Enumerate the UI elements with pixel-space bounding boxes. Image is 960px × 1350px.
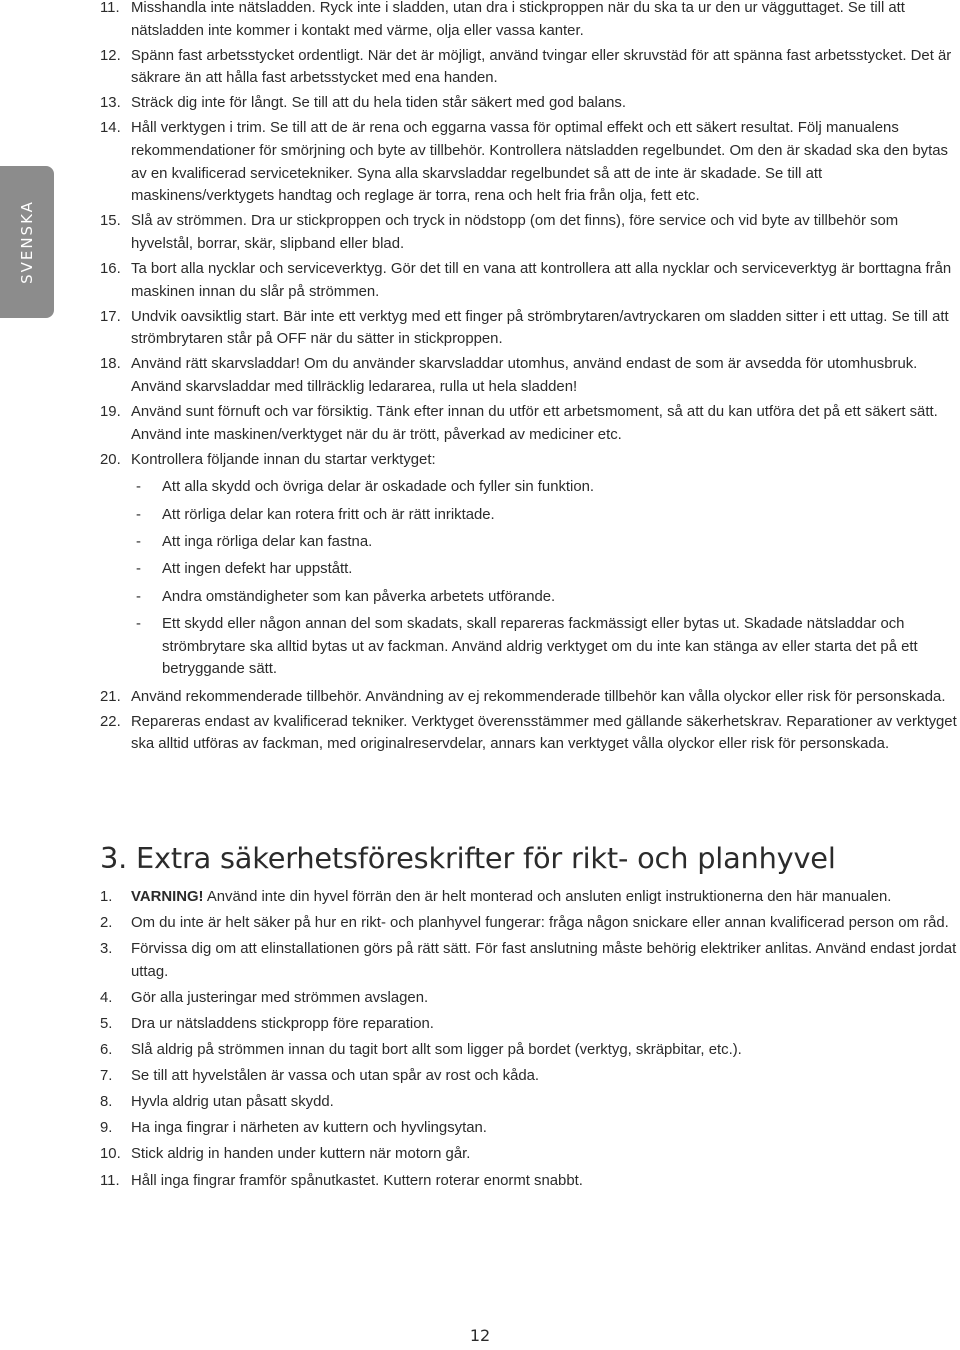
- list-item: 11. Håll inga fingrar framför spånutkastet. Kuttern roterar enormt snabbt.: [100, 1172, 583, 1189]
- warning-label: VARNING!: [131, 889, 204, 905]
- list-item: 17. Undvik oavsiktlig start. Bär inte ett verktyg med ett finger på strömbrytaren/avtryckaren om sladden sitter i ett uttag. Se till att strömbrytaren står på OFF när du sätter in stickproppen.: [100, 308, 949, 348]
- list-item: 10. Stick aldrig in handen under kuttern när motorn går.: [100, 1146, 471, 1163]
- checklist-item: - Att alla skydd och övriga delar är oskadade och fyller sin funktion.: [136, 479, 595, 496]
- list-item: 13. Sträck dig inte för långt. Se till att du hela tiden står säkert med god balans.: [100, 95, 626, 112]
- list-item: 9. Ha inga fingrar i närheten av kuttern och hyvlingsytan.: [100, 1120, 487, 1137]
- list-item: 4. Gör alla justeringar med strömmen avslagen.: [100, 989, 429, 1006]
- list-item: 20. Kontrollera följande innan du startar verktyget: - Att alla skydd och övriga delar är oskadade och fyller sin funktion. - Att rörliga delar kan rotera fritt och är rätt inriktade. - Att inga rörliga delar kan fastna. - Att ingen defekt har uppstått. - Andra omständigheter som kan påverka arbetets utförande. - Ett skydd eller någon annan del som skadats, skall repareras fackmässigt eller bytas ut. Skadade nätsladdar och strömbrytare ska alltid bytas ut av fackman. Använd aldrig verktyget om du inte kan stänga av eller starta det på ett betryggande sätt.: [100, 449, 960, 681]
- section-title: 3. Extra säkerhetsföreskrifter för rikt- och planhyvel: [100, 841, 836, 875]
- page-number: 12: [469, 1326, 491, 1345]
- safety-list-planer: [100, 886, 960, 1196]
- list-item: 15. Slå av strömmen. Dra ur stickproppen och tryck in nödstopp (om det finns), före service och vid byte av tillbehör som hyvelstål, borrar, skär, slipband eller blad.: [100, 213, 899, 252]
- list-item: 22. Repareras endast av kvalificerad tekniker. Verktyget överensstämmer med gällande säkerhetskrav. Reparationer av verktyget ska alltid utföras av fackman, med originalreservdelar, annars kan verktyget vålla olyckor eller risk för personskada.: [100, 713, 957, 753]
- list-item: 14. Håll verktygen i trim. Se till att de är rena och eggarna vassa för optimal effekt och ett säkert resultat. Följ manualens rekommendationer för smörjning och byte av tillbehör. Kontrollera nätsladden regelbundet. Om den är skadad ska den bytas av en kvalificerad servicetekniker. Syna alla skarvsladdar regelbundet så att de inte är skadade. Se till att maskinens/verktygets handtag och reglage är torra, rena och helt fria från olja, fett etc.: [100, 120, 948, 205]
- list-item: 19. Använd sunt förnuft och var försiktig. Tänk efter innan du utför ett arbetsmoment, så att du kan utföra det på ett säkert sätt. Använd inte maskinen/verktyget när du är trött, påverkad av mediciner etc.: [100, 404, 938, 443]
- list-item: 8. Hyvla aldrig utan påsatt skydd.: [100, 1094, 334, 1111]
- list-item: 2. Om du inte är helt säker på hur en rikt- och planhyvel fungerar: fråga någon snickare eller annan kvalificerad person om råd.: [100, 915, 949, 932]
- list-item: 21. Använd rekommenderade tillbehör. Användning av ej rekommenderade tillbehör kan vålla olyckor eller risk för personskada.: [100, 688, 946, 705]
- checklist: [131, 476, 960, 681]
- list-item: 7. Se till att hyvelstålen är vassa och utan spår av rost och kåda.: [100, 1068, 540, 1085]
- checklist-item: - Att inga rörliga delar kan fastna.: [136, 533, 373, 550]
- list-item: 18. Använd rätt skarvsladdar! Om du använder skarvsladdar utomhus, använd endast de som är avsedda för utomhusbruk. Använd skarvsladdar med tillräcklig ledararea, rulla ut hela sladden!: [100, 356, 918, 395]
- list-item: 11. Misshandla inte nätsladden. Ryck inte i sladden, utan dra i stickproppen när du ska ta ur den ur vägguttaget. Se till att nätsladden inte kommer i kontakt med värme, olja eller vassa kanter.: [100, 0, 905, 39]
- language-tab-label: SVENSKA: [18, 200, 36, 284]
- checklist-item: - Att rörliga delar kan rotera fritt och är rätt inriktade.: [136, 506, 495, 523]
- checklist-item: - Att ingen defekt har uppstått.: [136, 561, 353, 578]
- safety-list-general: [100, 0, 960, 758]
- list-item: 12. Spänn fast arbetsstycket ordentligt. När det är möjligt, använd tvingar eller skruvstäd för att spänna fast arbetsstycket. Det är säkrare än att hålla fast arbetsstycket med ena handen.: [100, 47, 952, 87]
- list-item: 3. Förvissa dig om att elinstallationen görs på rätt sätt. För fast anslutning måste behörig elektriker anlitas. Använd endast jordat uttag.: [100, 941, 957, 980]
- list-item: 6. Slå aldrig på strömmen innan du tagit bort allt som ligger på bordet (verktyg, skräpbitar, etc.).: [100, 1042, 742, 1059]
- language-tab: [0, 166, 54, 318]
- checklist-item: - Ett skydd eller någon annan del som skadats, skall repareras fackmässigt eller bytas ut. Skadade nätsladdar och strömbrytare ska alltid bytas ut av fackman. Använd aldrig verktyget om du inte kan stänga av eller starta det på ett betryggande sätt.: [136, 616, 918, 678]
- checklist-item: - Andra omständigheter som kan påverka arbetets utförande.: [136, 588, 556, 605]
- list-item: 5. Dra ur nätsladdens stickpropp före reparation.: [100, 1015, 434, 1032]
- list-item: 1. VARNING! Använd inte din hyvel förrän den är helt monterad och ansluten enligt instruktionerna den här manualen.: [100, 889, 892, 905]
- list-item: 16. Ta bort alla nycklar och serviceverktyg. Gör det till en vana att kontrollera att alla nycklar och serviceverktyg är borttagna från maskinen innan du slår på strömmen.: [100, 261, 952, 300]
